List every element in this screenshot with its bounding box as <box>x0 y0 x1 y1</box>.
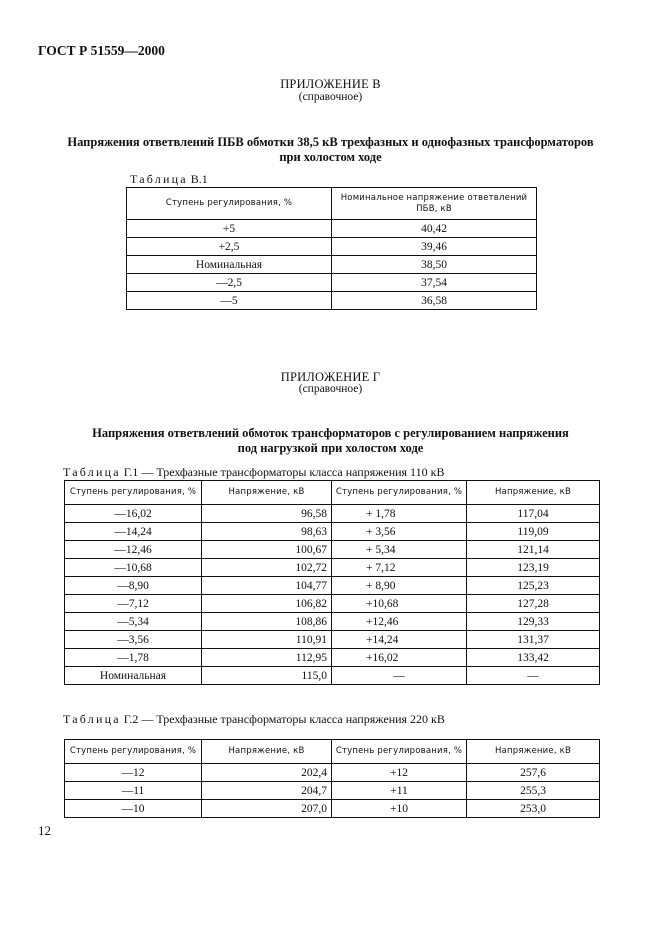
table-cell: 115,0 <box>202 667 332 685</box>
table-cell: 96,58 <box>202 505 332 523</box>
table-v1-label: Таблица <box>130 172 188 186</box>
table-header-row <box>65 481 600 505</box>
table-cell: 110,91 <box>202 631 332 649</box>
table-cell: +12 <box>332 764 467 782</box>
table-cell: 127,28 <box>467 595 600 613</box>
table-row <box>65 541 600 559</box>
table-row <box>65 577 600 595</box>
table-row <box>65 631 600 649</box>
table-cell: +11 <box>332 782 467 800</box>
appendix-g-title: ПРИЛОЖЕНИЕ Г <box>280 370 381 384</box>
table-cell: 207,0 <box>202 800 332 818</box>
table-cell: —11 <box>65 782 202 800</box>
table-cell: —12 <box>65 764 202 782</box>
table-cell: + 3,56 <box>332 523 467 541</box>
table-cell: +2,5 <box>127 238 332 256</box>
table-cell: +16,02 <box>332 649 467 667</box>
table-cell: 121,14 <box>467 541 600 559</box>
table-cell: Номинальная <box>127 256 332 274</box>
table-cell: —8,90 <box>65 577 202 595</box>
appendix-v-heading-line2: при холостом ходе <box>279 150 382 164</box>
table-cell: —12,46 <box>65 541 202 559</box>
table-cell: 39,46 <box>332 238 537 256</box>
table-cell: —5,34 <box>65 613 202 631</box>
column-header: Ступень регулирования, % <box>65 740 202 764</box>
appendix-v-title: ПРИЛОЖЕНИЕ В <box>280 77 381 91</box>
appendix-g-heading-line2: под нагрузкой при холостом ходе <box>237 441 424 455</box>
table-cell: 123,19 <box>467 559 600 577</box>
column-header: Напряжение, кВ <box>467 740 600 764</box>
table-cell: 253,0 <box>467 800 600 818</box>
table-cell: 125,23 <box>467 577 600 595</box>
table-cell: +14,24 <box>332 631 467 649</box>
table-g1-caption-text: Г.1 — Трехфазные трансформаторы класса напряжения 110 кВ <box>123 465 445 479</box>
table-row <box>65 764 600 782</box>
table-row <box>65 505 600 523</box>
table-cell: 102,72 <box>202 559 332 577</box>
column-header: Напряжение, кВ <box>202 740 332 764</box>
column-header: Ступень регулирования, % <box>127 188 332 220</box>
table-row <box>127 256 537 274</box>
table-row <box>65 800 600 818</box>
table-cell: + 5,34 <box>332 541 467 559</box>
table-cell: —7,12 <box>65 595 202 613</box>
table-cell: 119,09 <box>467 523 600 541</box>
table-cell: 202,4 <box>202 764 332 782</box>
table-cell: —10,68 <box>65 559 202 577</box>
table-header-row <box>65 740 600 764</box>
table-cell: —16,02 <box>65 505 202 523</box>
table-cell: 40,42 <box>332 220 537 238</box>
table-cell: 100,67 <box>202 541 332 559</box>
table-g2-label: Таблица <box>63 712 121 726</box>
table-cell: 36,58 <box>332 292 537 310</box>
table-cell: —10 <box>65 800 202 818</box>
table-cell: 104,77 <box>202 577 332 595</box>
table-row <box>127 220 537 238</box>
column-header: Ступень регулирования, % <box>65 481 202 505</box>
table-cell: —1,78 <box>65 649 202 667</box>
table-cell: —2,5 <box>127 274 332 292</box>
table-cell: 204,7 <box>202 782 332 800</box>
table-cell: — <box>467 667 600 685</box>
table-cell: 129,33 <box>467 613 600 631</box>
table-cell: Номинальная <box>65 667 202 685</box>
table-cell: —14,24 <box>65 523 202 541</box>
table-v1 <box>126 187 537 310</box>
table-cell: 255,3 <box>467 782 600 800</box>
table-cell: — <box>332 667 467 685</box>
table-cell: 117,04 <box>467 505 600 523</box>
appendix-g-heading-line1: Напряжения ответвлений обмоток трансформаторов с регулированием напряжения <box>92 426 569 440</box>
table-row <box>65 667 600 685</box>
document-code: ГОСТ Р 51559—2000 <box>38 43 165 58</box>
table-cell: + 8,90 <box>332 577 467 595</box>
table-cell: +10 <box>332 800 467 818</box>
table-row <box>65 523 600 541</box>
table-g1-label: Таблица <box>63 465 121 479</box>
appendix-g-heading <box>0 426 661 456</box>
table-header-row <box>127 188 537 220</box>
table-cell: 112,95 <box>202 649 332 667</box>
table-v1-number: В.1 <box>190 172 208 186</box>
table-row <box>127 292 537 310</box>
table-row <box>127 238 537 256</box>
table-row <box>65 649 600 667</box>
table-cell: 257,6 <box>467 764 600 782</box>
table-cell: —5 <box>127 292 332 310</box>
table-row <box>127 274 537 292</box>
table-g1-caption <box>63 465 444 480</box>
table-cell: 106,82 <box>202 595 332 613</box>
table-row <box>65 595 600 613</box>
appendix-g-subtitle: (справочное) <box>298 383 363 395</box>
table-cell: 38,50 <box>332 256 537 274</box>
table-cell: + 7,12 <box>332 559 467 577</box>
table-cell: +10,68 <box>332 595 467 613</box>
table-cell: 108,86 <box>202 613 332 631</box>
table-g2 <box>64 739 600 818</box>
column-header: Ступень регулирования, % <box>332 740 467 764</box>
table-g2-caption <box>63 712 445 727</box>
table-row <box>65 613 600 631</box>
table-cell: 133,42 <box>467 649 600 667</box>
table-cell: 131,37 <box>467 631 600 649</box>
table-row <box>65 559 600 577</box>
table-cell: +5 <box>127 220 332 238</box>
page-number: 12 <box>38 823 51 838</box>
column-header: Напряжение, кВ <box>467 481 600 505</box>
appendix-v-heading-line1: Напряжения ответвлений ПБВ обмотки 38,5 кВ трехфазных и однофазных трансформаторов <box>67 135 594 149</box>
column-header: Напряжение, кВ <box>202 481 332 505</box>
table-cell: + 1,78 <box>332 505 467 523</box>
column-header: Номинальное напряжение ответвлений ПБВ, кВ <box>332 188 537 220</box>
table-row <box>65 782 600 800</box>
appendix-v-heading <box>0 135 661 165</box>
table-g2-caption-text: Г.2 — Трехфазные трансформаторы класса напряжения 220 кВ <box>123 712 445 726</box>
table-cell: +12,46 <box>332 613 467 631</box>
table-g1 <box>64 480 600 685</box>
appendix-v-subtitle: (справочное) <box>298 91 363 103</box>
table-cell: 37,54 <box>332 274 537 292</box>
table-cell: —3,56 <box>65 631 202 649</box>
table-v1-caption <box>130 172 208 187</box>
table-cell: 98,63 <box>202 523 332 541</box>
column-header: Ступень регулирования, % <box>332 481 467 505</box>
